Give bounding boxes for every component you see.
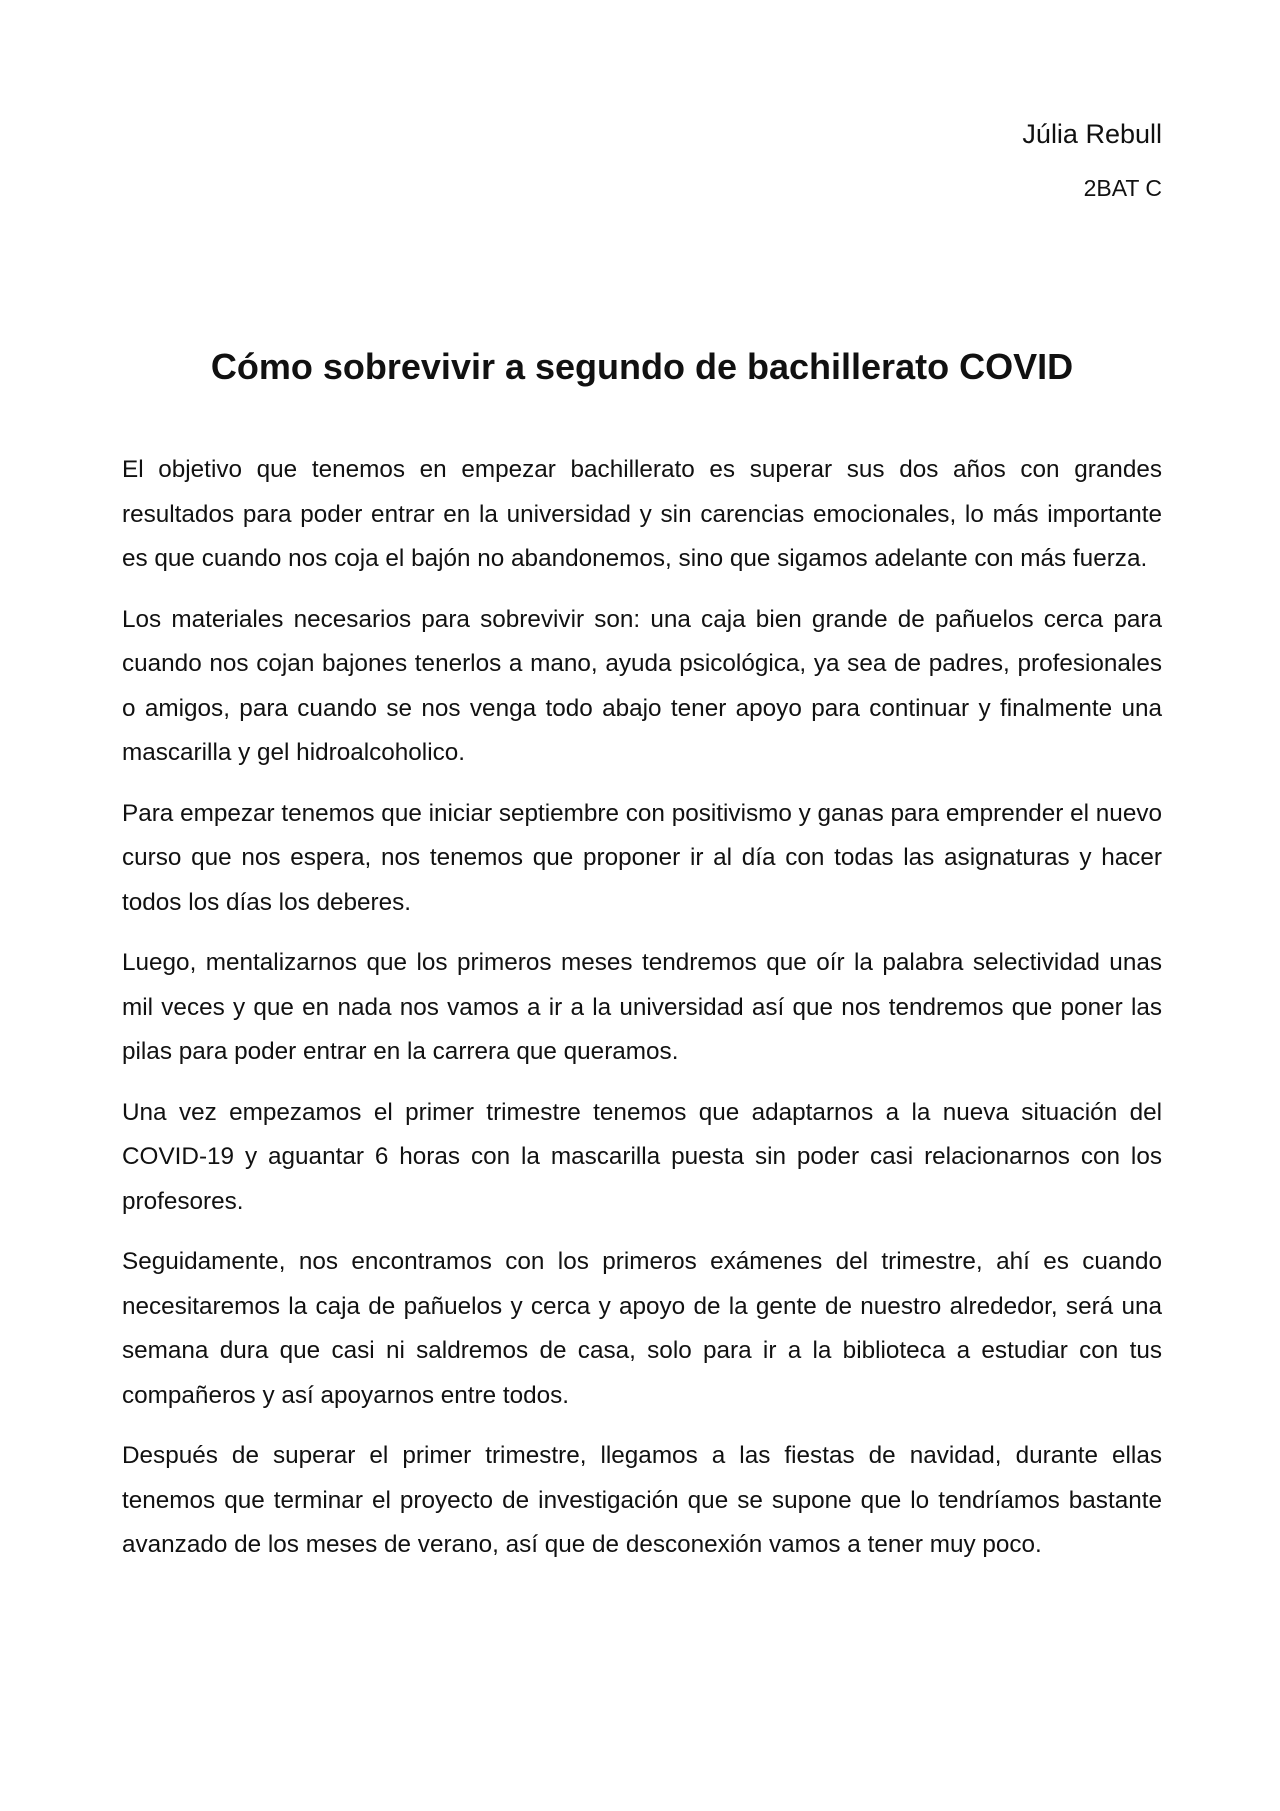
document-title: Cómo sobrevivir a segundo de bachillerato COVID bbox=[210, 346, 1074, 387]
paragraph: Después de superar el primer trimestre, llegamos a las fiestas de navidad, durante ellas tenemos que terminar el proyecto de investigación que se supone que lo tendríamos bastante avanzado de los meses de verano, así que de desconexión vamos a tener muy poco. bbox=[122, 1442, 1162, 1558]
paragraph: Los materiales necesarios para sobrevivir son: una caja bien grande de pañuelos cerca para cuando nos cojan bajones tenerlos a mano, ayuda psicológica, ya sea de padres, profesionales o amigos, para cuando se nos venga todo abajo tener apoyo para continuar y finalmente una mascarilla y gel hidroalcoholico. bbox=[122, 605, 1162, 766]
class-name: 2BAT C bbox=[1083, 175, 1162, 201]
paragraph: Luego, mentalizarnos que los primeros meses tendremos que oír la palabra selectividad unas mil veces y que en nada nos vamos a ir a la universidad así que nos tendremos que poner las pilas para poder entrar en la carrera que queramos. bbox=[122, 949, 1162, 1065]
body-text bbox=[122, 448, 1162, 1584]
paragraph: Para empezar tenemos que iniciar septiembre con positivismo y ganas para emprender el nuevo curso que nos espera, nos tenemos que proponer ir al día con todas las asignaturas y hacer todos los días los deberes. bbox=[122, 799, 1162, 916]
paragraph: El objetivo que tenemos en empezar bachillerato es superar sus dos años con grandes resultados para poder entrar en la universidad y sin carencias emocionales, lo más importante es que cuando nos coja el bajón no abandonemos, sino que sigamos adelante con más fuerza. bbox=[122, 456, 1162, 572]
paragraph: Seguidamente, nos encontramos con los primeros exámenes del trimestre, ahí es cuando necesitaremos la caja de pañuelos y cerca y apoyo de la gente de nuestro alrededor, será una semana dura que casi ni saldremos de casa, solo para ir a la biblioteca a estudiar con tus compañeros y así apoyarnos entre todos. bbox=[122, 1248, 1162, 1409]
header-block bbox=[1022, 118, 1162, 202]
author-name: Júlia Rebull bbox=[1022, 119, 1162, 149]
paragraph: Una vez empezamos el primer trimestre tenemos que adaptarnos a la nueva situación del COVID-19 y aguantar 6 horas con la mascarilla puesta sin poder casi relacionarnos con los profesores. bbox=[122, 1098, 1162, 1215]
